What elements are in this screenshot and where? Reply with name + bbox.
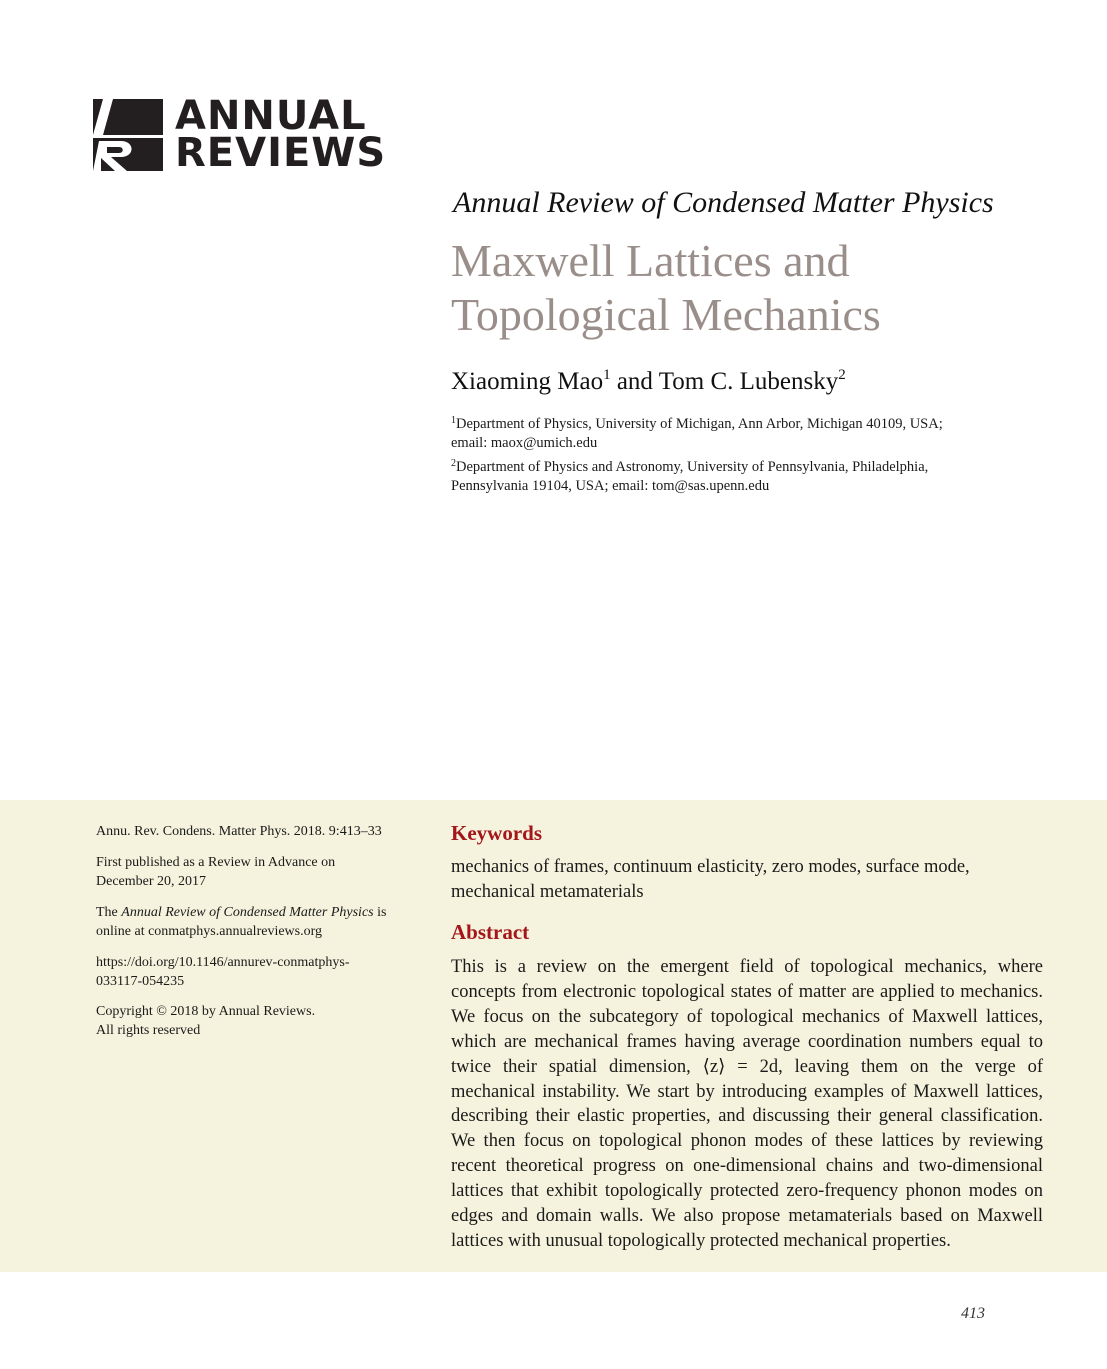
doi-line-2: 033117-054235 [96,974,185,989]
affiliation-1-line-1: Department of Physics, University of Michigan, Ann Arbor, Michigan 40109, USA; [456,416,943,432]
doi-line-1: https://doi.org/10.1146/annurev-conmatphys- [96,955,350,970]
title-line-1: Maxwell Lattices and [451,235,850,286]
affiliation-2 [451,458,1011,496]
author-2-sup: 2 [838,367,846,383]
annual-reviews-logo [93,92,387,176]
online-is: is [373,905,387,920]
affiliation-1-sup: 1 [451,415,456,426]
affiliation-2-line-2: Pennsylvania 19104, USA; email: tom@sas.upenn.edu [451,478,770,494]
journal-name: Annual Review of Condensed Matter Physics [453,186,994,219]
doi-link[interactable] [96,953,416,991]
article-title [451,234,1071,342]
online-url-line: online at conmatphys.annualreviews.org [96,924,323,939]
abstract-heading: Abstract [451,920,530,944]
first-published [96,853,416,891]
copyright-line-1: Copyright © 2018 by Annual Reviews. [96,1004,316,1019]
keywords-line-1: mechanics of frames, continuum elasticity, zero modes, surface mode, [451,857,970,877]
online-journal-name: Annual Review of Condensed Matter Physics [121,905,374,920]
affiliation-2-line-1: Department of Physics and Astronomy, University of Pennsylvania, Philadelphia, [456,459,929,475]
citation: Annu. Rev. Condens. Matter Phys. 2018. 9:413–33 [96,824,382,839]
logo-word-annual: ANNUAL [175,92,367,139]
author-2: Tom C. Lubensky [658,368,839,395]
copyright [96,1002,416,1040]
affiliation-1-line-2: email: maox@umich.edu [451,435,598,451]
ar-logo-icon [93,99,163,171]
first-published-line-2: December 20, 2017 [96,874,207,889]
first-published-line-1: First published as a Review in Advance on [96,855,336,870]
keywords-heading: Keywords [451,821,542,845]
authors [451,368,846,396]
abstract-text: This is a review on the emergent field of topological mechanics, where concepts from electronic topological states of matter are applied to mechanics. We focus on the subcategory of topological mechanics of Maxwell lattices, which are mechanical frames having average coordination numbers equal to twice their spatial dimension, ⟨z⟩ = 2d, leaving them on the verge of mechanical instability. We start by introducing examples of Maxwell lattices, describing their elastic properties, and discussing their general classification. We then focus on topological phonon modes of these lattices by reviewing recent theoretical progress on one-dimensional chains and two-dimensional lattices that exhibit topologically protected zero-frequency phonon modes on edges and domain walls. We also propose metamaterials based on Maxwell lattices with unusual topologically protected mechanical properties. [451,957,1043,1251]
author-1-sup: 1 [603,367,611,383]
copyright-line-2: All rights reserved [96,1023,201,1038]
online-the: The [96,905,122,920]
affiliation-1 [451,415,1011,453]
keywords-line-2: mechanical metamaterials [451,882,644,902]
online-note [96,903,416,941]
authors-and: and [610,368,659,395]
keywords-list [451,855,1051,905]
title-line-2: Topological Mechanics [451,289,881,340]
logo-word-reviews: REVIEWS [175,129,387,176]
page-number: 413 [961,1305,985,1322]
author-1: Xiaoming Mao [451,368,604,395]
affiliation-2-sup: 2 [451,458,456,469]
